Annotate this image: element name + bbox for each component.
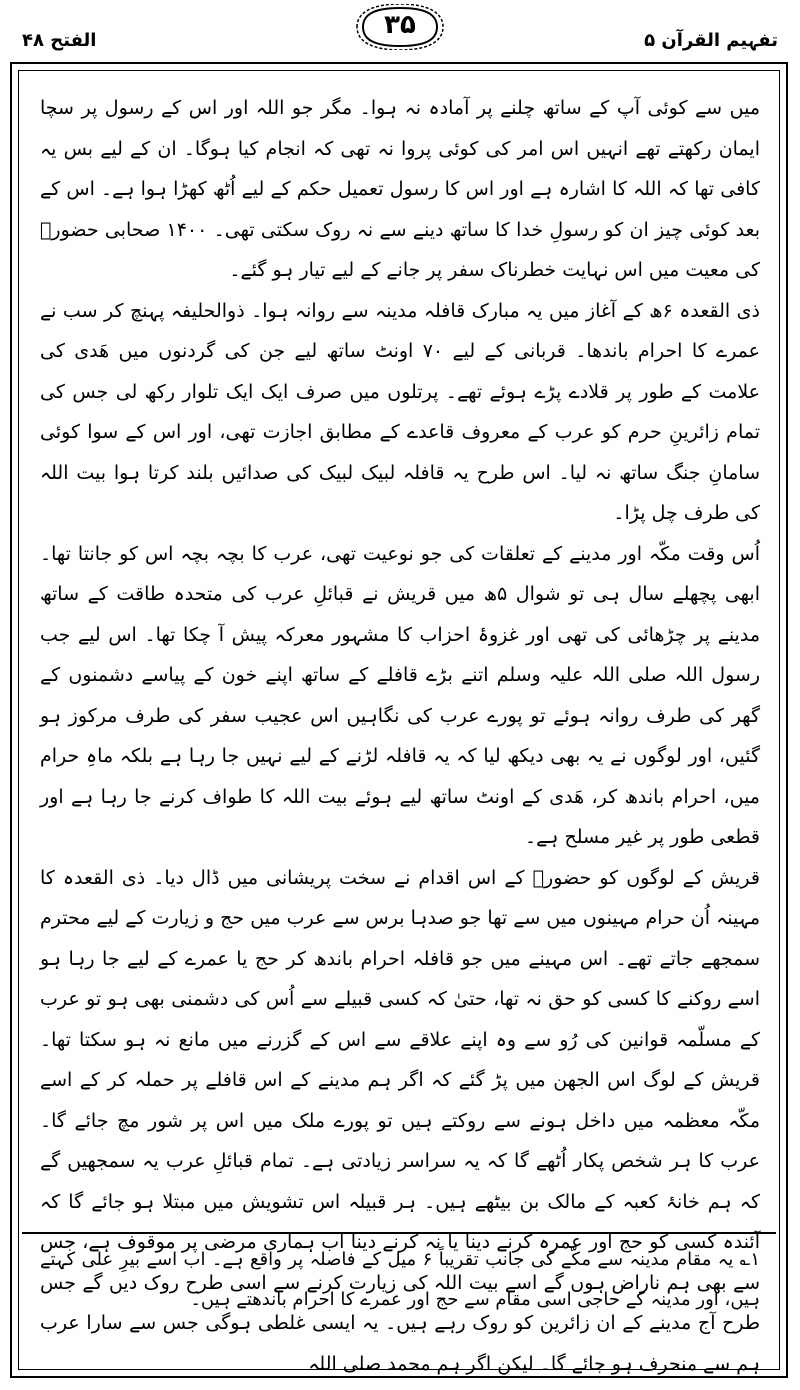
page-number: ۳۵ xyxy=(384,10,416,40)
book-title: تفہیم القرآن ۵ xyxy=(644,30,778,51)
footnote-divider xyxy=(22,1232,776,1234)
main-text xyxy=(40,88,760,1384)
paragraph: ذی القعدہ ۶ھ کے آغاز میں یہ مبارک قافلہ مدینہ سے روانہ ہوا۔ ذوالحلیفہ پہنچ کر سب نے عمرے کا احرام باندھا۔ قربانی کے لیے ۷۰ اونٹ ساتھ لیے جن کی گردنوں میں ھَدی کی علامت کے طور پر قلادے پڑے ہوئے تھے۔ پرتلوں میں صرف ایک ایک تلوار رکھ لی جس کی تمام زائرینِ حرم کو عرب کے معروف قاعدے کے مطابق اجازت تھی، اور اس کے سوا کوئی سامانِ جنگ ساتھ نہ لیا۔ اس طرح یہ قافلہ لبیک لبیک کی صدائیں بلند کرتا ہوا بیت اللہ کی طرف چل پڑا۔ xyxy=(40,299,761,524)
surah-reference: الفتح ۴۸ xyxy=(22,30,97,51)
page-header xyxy=(0,0,800,62)
page-number-badge xyxy=(355,4,445,50)
paragraph: قریش کے لوگوں کو حضورؐ کے اس اقدام نے سخت پریشانی میں ڈال دیا۔ ذی القعدہ کا مہینہ اُن حرام مہینوں میں سے تھا جو صدہا برس سے عرب میں حج و زیارت کے لیے محترم سمجھے جاتے تھے۔ اس مہینے میں جو قافلہ احرام باندھ کر حج یا عمرے کے لیے جا رہا ہو اسے روکنے کا کسی کو حق نہ تھا، حتیٰ کہ کسی قبیلے سے اُس کی دشمنی بھی ہو تو عرب کے مسلّمہ قوانین کی رُو سے وہ اپنے علاقے سے اس کے گزرنے میں مانع نہ ہو سکتا تھا۔ قریش کے لوگ اس الجھن میں پڑ گئے کہ اگر ہم مدینے کے اس قافلے پر حملہ کر کے اسے مکّہ معظمہ میں داخل ہونے سے روکتے ہیں تو پورے ملک میں اس پر شور مچ جائے گا۔ عرب کا ہر شخص پکار اُٹھے گا کہ یہ سراسر زیادتی ہے۔ تمام قبائلِ عرب یہ سمجھیں گے کہ ہم خانۂ کعبہ کے مالک بن بیٹھے ہیں۔ ہر قبیلہ اس تشویش میں مبتلا ہو جائے گا کہ آئندہ کسی کو حج اور عمرہ کرنے دینا یا نہ کرنے دینا اب ہماری مرضی پر موقوف ہے، جس سے بھی ہم ناراض ہوں گے اسے بیت اللہ کی زیارت کرنے سے اسی طرح روک دیں گے جس طرح آج مدینے کے ان زائرین کو روک رہے ہیں۔ یہ ایسی غلطی ہوگی جس سے سارا عرب ہم سے منحرف ہو جائے گا۔ لیکن اگر ہم محمد صلی اللہ xyxy=(40,866,760,1375)
footnote: ۱؎ یہ مقام مدینہ سے مکّے کی جانب تقریباً ۶ میل کے فاصلہ پر واقع ہے۔ اب اسے بیرِ علی کہتے ہیں، اور مدینہ کے حاجی اسی مقام سے حج اور عمرے کا احرام باندھتے ہیں۔ xyxy=(40,1249,760,1310)
paragraph: میں سے کوئی آپ کے ساتھ چلنے پر آمادہ نہ ہوا۔ مگر جو اللہ اور اس کے رسول پر سچا ایمان رکھتے تھے انہیں اس امر کی کوئی پروا نہ تھی کہ انجام کیا ہوگا۔ ان کے لیے بس یہ کافی تھا کہ اللہ کا اشارہ ہے اور اس کا رسول تعمیل حکم کے لیے اُٹھ کھڑا ہوا ہے۔ اس کے بعد کوئی چیز ان کو رسولِ خدا کا ساتھ دینے سے نہ روک سکتی تھی۔ ۱۴۰۰ صحابی حضورؐ کی معیت میں اس نہایت خطرناک سفر پر جانے کے لیے تیار ہو گئے۔ xyxy=(40,97,760,281)
paragraph: اُس وقت مکّہ اور مدینے کے تعلقات کی جو نوعیت تھی، عرب کا بچہ بچہ اس کو جانتا تھا۔ ابھی پچھلے سال ہی تو شوال ۵ھ میں قریش نے قبائلِ عرب کی متحدہ طاقت کے ساتھ مدینے پر چڑھائی کی تھی اور غزوۂ احزاب کا مشہور معرکہ پیش آ چکا تھا۔ اس لیے جب رسول اللہ صلی اللہ علیہ وسلم اتنے بڑے قافلے کے ساتھ اپنے خون کے پیاسے دشمنوں کے گھر کی طرف روانہ ہوئے تو پورے عرب کی نگاہیں اس عجیب سفر کی طرف مرکوز ہو گئیں، اور لوگوں نے یہ بھی دیکھ لیا کہ یہ قافلہ لڑنے کے لیے نہیں جا رہا ہے بلکہ ماہِ حرام میں، احرام باندھ کر، ھَدی کے اونٹ ساتھ لیے ہوئے بیت اللہ کا طواف کرنے جا رہا ہے اور قطعی طور پر غیر مسلح ہے۔ xyxy=(40,542,760,848)
